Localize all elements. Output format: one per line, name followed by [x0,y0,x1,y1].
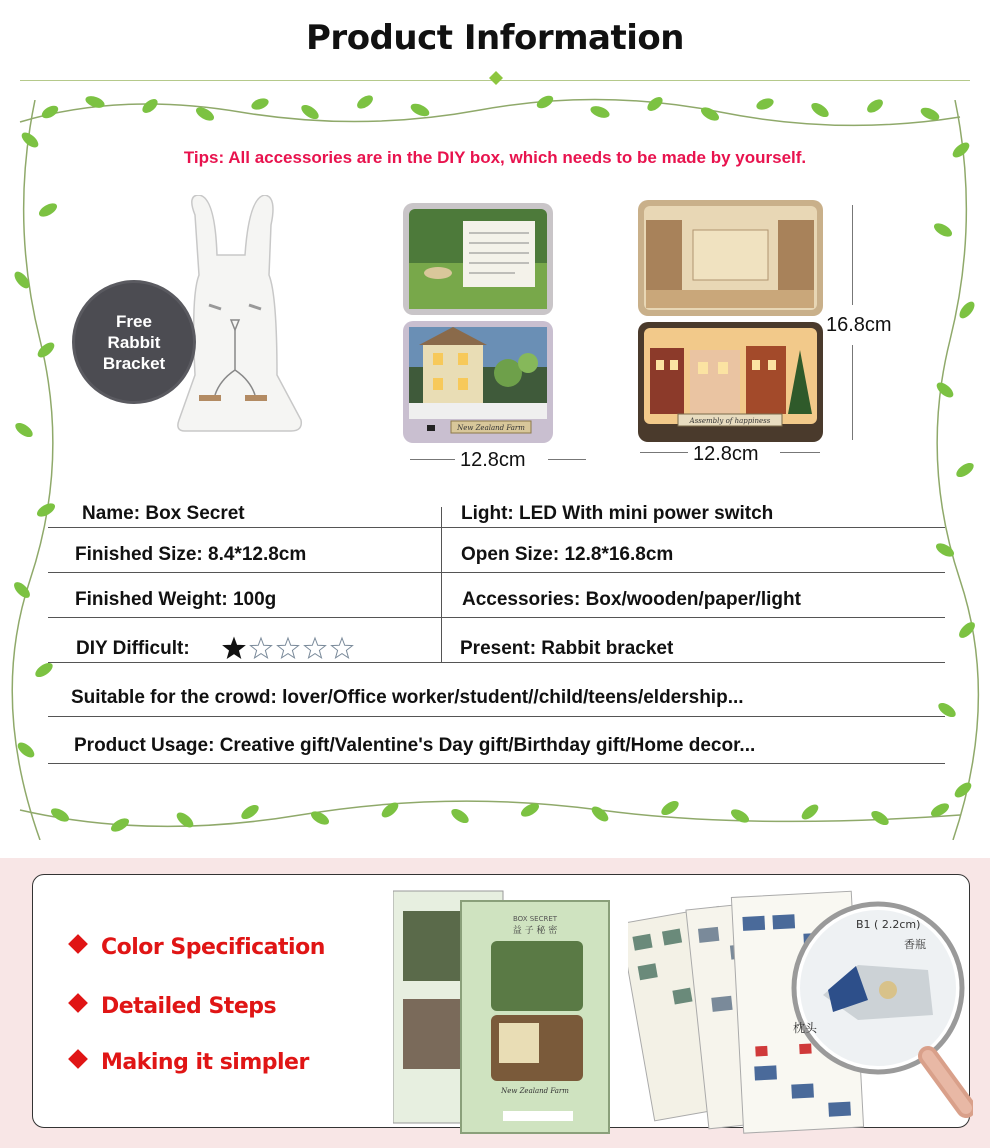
badge-line-1: Free [116,311,152,331]
diamond-bullet-icon [68,934,88,954]
sheet-size-label: B1 ( 2.2cm) [856,918,921,931]
box1-label: New Zealand Farm [457,424,525,432]
difficulty-stars [222,636,362,662]
star-empty-icon [251,638,272,658]
feature-detailed-steps [71,994,276,1019]
vine-top-decoration [0,82,990,142]
spec-row-2 [48,528,945,573]
box2-width-label: 12.8cm [693,443,759,465]
star-empty-icon [278,638,299,658]
spec-name: Name: Box Secret [82,503,245,524]
spec-column-divider [441,507,442,662]
booklet-caption: New Zealand Farm [501,1087,569,1095]
box2-height-line-bottom [852,345,853,440]
box2-label: Assembly of happiness [689,417,771,425]
spec-crowd: Suitable for the crowd: lover/Office worker/student//child/teens/eldership... [71,687,744,708]
tips-text: Tips: All accessories are in the DIY box, which needs to be made by yourself. [183,148,807,167]
feature-label: Detailed Steps [101,994,277,1019]
spec-light: Light: LED With mini power switch [461,503,774,524]
badge-line-2: Rabbit [107,332,161,352]
new-zealand-farm-box-image [403,203,553,443]
free-rabbit-bracket-badge [75,283,193,401]
spec-row-1 [48,503,945,528]
spec-row-3 [48,573,945,618]
spec-open-size: Open Size: 12.8*16.8cm [461,544,674,565]
box2-height-label: 16.8cm [826,314,892,336]
feature-color-specification [71,935,325,960]
spec-row-4 [48,618,945,663]
feature-making-simpler [71,1050,309,1075]
feature-label: Making it simpler [101,1050,309,1075]
instruction-booklet-image [393,889,613,1141]
box2-width-line-left [640,452,688,453]
sheet-pillow-label: 枕头 [793,1021,818,1035]
spec-usage: Product Usage: Creative gift/Valentine's Day gift/Birthday gift/Home decor... [74,735,756,756]
box2-height-line-top [852,205,853,305]
badge-line-3: Bracket [102,353,166,373]
booklet-title: 益 子 秘 密 [512,926,558,936]
spec-row-crowd [48,663,945,717]
box1-width-line-left [410,459,455,460]
diamond-bullet-icon [68,1049,88,1069]
diamond-bullet-icon [68,993,88,1013]
booklet-header: BOX SECRET [512,915,558,923]
sheet-bottle-label: 香瓶 [904,938,926,951]
spec-weight: Finished Weight: 100g [75,589,277,610]
star-empty-icon [305,638,326,658]
page-title: Product Information [306,18,684,58]
spec-difficulty-label: DIY Difficult: [76,638,190,659]
spec-row-usage [48,717,945,764]
spec-present: Present: Rabbit bracket [460,638,674,659]
assembly-of-happiness-box-image [638,200,823,442]
spec-finished-size: Finished Size: 8.4*12.8cm [75,544,307,565]
spec-accessories: Accessories: Box/wooden/paper/light [462,589,801,610]
box1-width-line-right [548,459,586,460]
box2-width-line-right [780,452,820,453]
feature-label: Color Specification [101,935,325,960]
star-filled-icon [224,638,245,658]
star-empty-icon [332,638,353,658]
instruction-sheets-image [628,880,973,1148]
vine-bottom-decoration [0,770,990,850]
box1-width-label: 12.8cm [460,449,526,471]
